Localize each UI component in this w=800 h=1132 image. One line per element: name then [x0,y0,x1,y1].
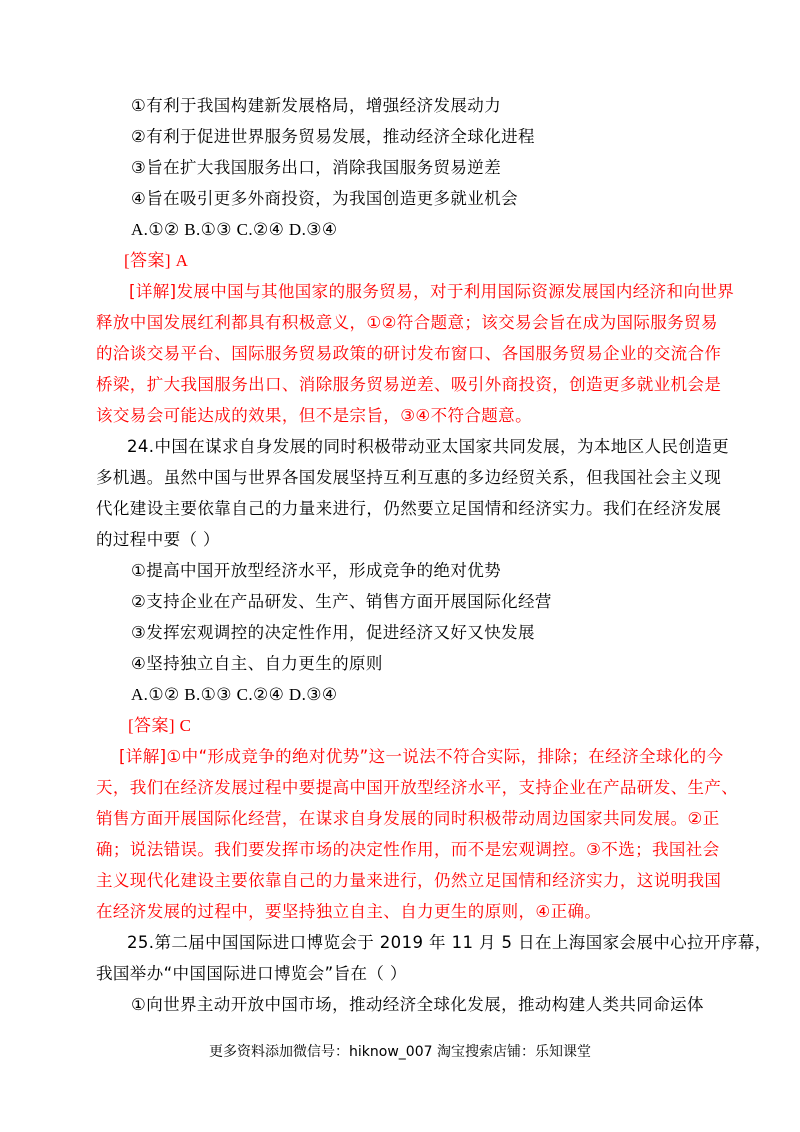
q24-option-1: ①提高中国开放型经济水平，形成竞争的绝对优势 [131,561,502,580]
q24-detail-line-2: 天，我们在经济发展过程中要提高中国开放型经济水平，支持企业在产品研发、生产、 [96,778,739,797]
q23-detail-line-4: 桥梁，扩大我国服务出口、消除服务贸易逆差、吸引外商投资，创造更多就业机会是 [96,375,722,394]
q24-stem-line-1: 24.中国在谋求自身发展的同时积极带动亚太国家共同发展，为本地区人民创造更 [127,437,730,456]
q25-option-1: ①向世界主动开放中国市场，推动经济全球化发展，推动构建人类共同命运体 [131,995,704,1014]
q23-detail-line-5: 该交易会可能达成的效果，但不是宗旨，③④不符合题意。 [96,406,532,425]
q24-option-4: ④坚持独立自主、自力更生的原则 [131,654,383,673]
q24-choices: A.①② B.①③ C.②④ D.③④ [131,685,338,704]
q23-answer: [答案] A [124,251,189,270]
q24-option-3: ③发挥宏观调控的决定性作用，促进经济又好又快发展 [131,623,535,642]
q24-stem-line-4: 的过程中要（ ） [96,530,220,549]
q25-stem-line-2: 我国举办“中国国际进口博览会”旨在（ ） [96,964,407,983]
q24-option-2: ②支持企业在产品研发、生产、销售方面开展国际化经营 [131,592,552,611]
q24-detail-line-5: 主义现代化建设主要依靠自己的力量来进行，仍然立足国情和经济实力，这说明我国 [96,871,722,890]
q24-detail-line-1: [详解]①中“形成竞争的绝对优势”这一说法不符合实际，排除；在经济全球化的今 [119,747,724,766]
q24-detail-line-6: 在经济发展的过程中，要坚持独立自主、自力更生的原则，④正确。 [96,902,602,921]
q23-option-3: ③旨在扩大我国服务出口，消除我国服务贸易逆差 [131,158,502,177]
q25-stem-line-1: 25.第二届中国国际进口博览会于 2019 年 11 月 5 日在上海国家会展中心拉开序幕， [127,933,772,952]
q23-detail-line-2: 释放中国发展红利都具有积极意义，①②符合题意；该交易会旨在成为国际服务贸易 [96,313,718,332]
q24-answer: [答案] C [128,716,192,735]
q24-detail-line-3: 销售方面开展国际化经营，在谋求自身发展的同时积极带动周边国家共同发展。②正 [96,809,720,828]
q24-detail-line-4: 确；说法错误。我们要发挥市场的决定性作用，而不是宏观调控。③不选；我国社会 [96,840,720,859]
q23-detail-line-1: [详解]发展中国与其他国家的服务贸易，对于利用国际资源发展国内经济和向世界 [129,282,735,301]
q23-option-4: ④旨在吸引更多外商投资，为我国创造更多就业机会 [131,189,518,208]
q24-stem-line-3: 代化建设主要依靠自己的力量来进行，仍然要立足国情和经济实力。我们在经济发展 [96,499,722,518]
q24-stem-line-2: 多机遇。虽然中国与世界各国发展坚持互利互惠的多边经贸关系，但我国社会主义现 [96,468,722,487]
q23-option-2: ②有利于促进世界服务贸易发展，推动经济全球化进程 [131,127,535,146]
page-footer: 更多资料添加微信号：hiknow_007 淘宝搜索店铺：乐知课堂 [209,1044,591,1060]
q23-detail-line-3: 的洽谈交易平台、国际服务贸易政策的研讨发布窗口、各国服务贸易企业的交流合作 [96,344,722,363]
q23-choices: A.①② B.①③ C.②④ D.③④ [131,220,338,239]
q23-option-1: ①有利于我国构建新发展格局，增强经济发展动力 [131,96,502,115]
